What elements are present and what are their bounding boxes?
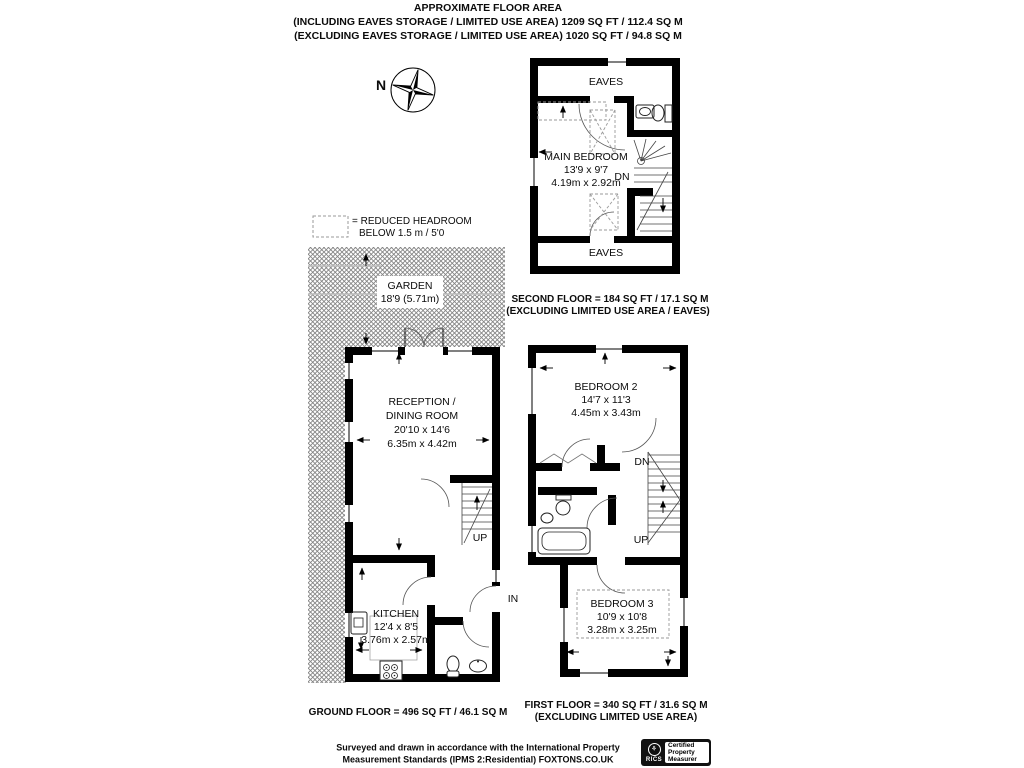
stairs-down-label-first: DN xyxy=(634,455,650,468)
legend-line-1: = REDUCED HEADROOM xyxy=(352,216,472,227)
room-label-bedroom-2: BEDROOM 2 xyxy=(574,380,638,393)
second-floor-caption-1: SECOND FLOOR = 184 SQ FT / 17.1 SQ M xyxy=(511,294,709,305)
bedroom-2-dim-metric: 4.45m x 3.43m xyxy=(571,406,641,419)
rics-cert-line-1: Certified xyxy=(668,742,695,749)
footer-line-1: Surveyed and drawn in accordance with the International Property xyxy=(336,742,620,753)
main-bedroom-dim-metric: 4.19m x 2.92m xyxy=(551,176,621,189)
room-label-bedroom-3: BEDROOM 3 xyxy=(590,597,654,610)
eaves-bottom-label: EAVES xyxy=(588,246,624,259)
main-bedroom-dim-imperial: 13'9 x 9'7 xyxy=(563,163,609,176)
garden-label: GARDEN xyxy=(387,279,433,292)
first-floor-caption-1: FIRST FLOOR = 340 SQ FT / 31.6 SQ M xyxy=(524,700,708,711)
rics-cert-text xyxy=(665,742,709,763)
first-floor-caption-2: (EXCLUDING LIMITED USE AREA) xyxy=(534,712,698,723)
bedroom-3-dim-imperial: 10'9 x 10'8 xyxy=(596,610,648,623)
compass-north-label: N xyxy=(375,77,387,93)
garden-dimension: 18'9 (5.71m) xyxy=(380,292,440,305)
room-label-main-bedroom: MAIN BEDROOM xyxy=(544,150,628,163)
header-line-3: (EXCLUDING EAVES STORAGE / LIMITED USE AREA) 1020 SQ FT / 94.8 SQ M xyxy=(294,29,682,42)
legend-line-2: BELOW 1.5 m / 5'0 xyxy=(359,228,445,239)
rics-cert-line-2: Property xyxy=(668,749,695,756)
second-floor-caption-2: (EXCLUDING LIMITED USE AREA / EAVES) xyxy=(506,306,710,317)
stairs-up-label-first: UP xyxy=(633,533,649,546)
ground-floor-caption: GROUND FLOOR = 496 SQ FT / 46.1 SQ M xyxy=(308,707,508,718)
kitchen-dim-metric: 3.76m x 2.57m xyxy=(361,633,431,646)
footer-line-2: Measurement Standards (IPMS 2:Residential) FOXTONS.CO.UK xyxy=(342,754,614,765)
rics-cert-line-3: Measurer xyxy=(668,756,697,763)
rics-logo xyxy=(643,743,665,763)
room-label-reception-2: DINING ROOM xyxy=(385,409,459,422)
rics-badge xyxy=(641,739,711,766)
room-label-reception-1: RECEPTION / xyxy=(388,395,456,408)
entrance-in-label: IN xyxy=(507,592,519,605)
bedroom-2-dim-imperial: 14'7 x 11'3 xyxy=(581,393,631,406)
reception-dim-metric: 6.35m x 4.42m xyxy=(387,437,457,450)
room-label-kitchen: KITCHEN xyxy=(372,607,420,620)
bedroom-3-dim-metric: 3.28m x 3.25m xyxy=(587,623,657,636)
stairs-down-label-second: DN xyxy=(614,170,630,183)
rics-lion-icon: ⚘ xyxy=(648,743,661,756)
legend-reduced-headroom-swatch xyxy=(313,216,348,237)
ground-floor-plan xyxy=(345,328,500,682)
kitchen-dim-imperial: 12'4 x 8'5 xyxy=(373,620,419,633)
reception-dim-imperial: 20'10 x 14'6 xyxy=(394,423,450,436)
rics-org-label: RICS xyxy=(645,756,663,763)
header-line-1: APPROXIMATE FLOOR AREA xyxy=(413,1,563,14)
compass-icon xyxy=(388,65,439,116)
eaves-top-label: EAVES xyxy=(588,75,624,88)
header-line-2: (INCLUDING EAVES STORAGE / LIMITED USE AREA) 1209 SQ FT / 112.4 SQ M xyxy=(293,15,683,28)
stairs-up-label-ground: UP xyxy=(472,531,488,544)
